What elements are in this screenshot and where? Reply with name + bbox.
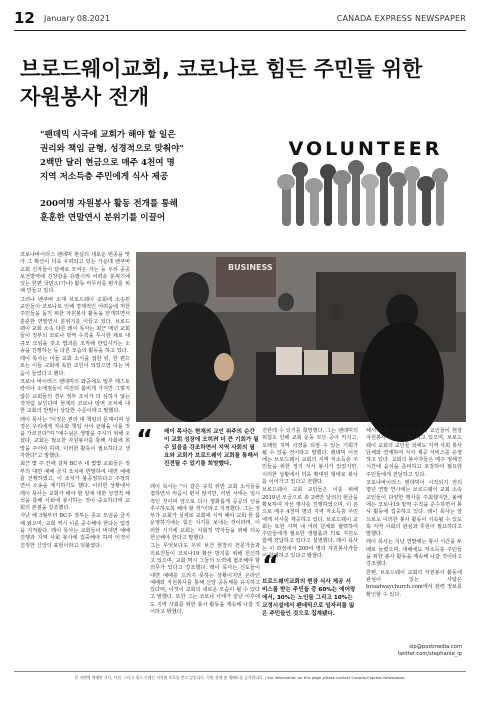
subhead-block xyxy=(40,197,240,225)
byline-email: sip@postmedia.com xyxy=(409,644,462,650)
column-1-paragraph: 최근 몇 주 간에 걸쳐 BC주 내 몇몇 교회들은 정부의 대면 예배 금지 조치에 반발하여 대면 예배를 진행하였고, 이 조치가 불공정하다고 주장하면서 소송을 제기하기도 했다. 이러한 상황에서 레이 목사는 교회가 해야 할 일에 대한 성경적 해석을 통해 사회에 봉사하는 것이 중요하다며 교회의 본질을 강조했다. xyxy=(20,461,130,512)
intro-line-2: 권리와 책임 균형, 성경적으로 맞춰야" xyxy=(40,144,184,154)
raised-hands-icon xyxy=(268,138,463,256)
article-column-3 xyxy=(262,428,358,560)
volunteer-graphic xyxy=(268,138,463,256)
column-4-paragraph: 레이 목사는 지난 연말에는 봉사 시간을 두 배로 늘렸으며, 새해에도 저소득층 주민들을 위한 봉사 활동을 계속해 나갈 것이라고 강조했다. xyxy=(366,539,462,568)
article-photo xyxy=(136,252,466,422)
publication-name: CANADA EXPRESS NEWSPAPER xyxy=(336,14,466,23)
intro-line-1: "팬데믹 시국에 교회가 해야 할 일은 xyxy=(40,130,176,140)
column-4-paragraph: 해서 교회 소속 2백여 명의 교인들이 현장 자원봉사 활동에 참여하고 있으며, 브로드웨이 교회의 교인들 외에도 지역 사회 봉사 단체와 연계하여 식사 제공 서비스를 운영하고 있다. 교회의 봉사자들은 매주 정해진 시간에 음식을 준비하고 포장하여 필요한 주민들에게 전달하고 있다. xyxy=(366,428,462,478)
byline-twitter: twitter.com/stephanie_ip xyxy=(397,651,462,657)
photo-sign-text: BUSINESS xyxy=(228,263,273,272)
column-1-paragraph: 지난 해 3월부터 BC주 정부는 종교 모임을 금지해 왔으며, 교회 역시 이를 준수해야 한다는 입장을 지켜왔다. 레이 목사는 교회들이 비대면 예배 진행과 지역 사회 봉사에 집중해야 하며 이것이 진정한 신앙의 표현이라고 덧붙였다. xyxy=(20,513,130,549)
column-1-paragraph: 레이 목사는 이들 교회 소식을 접한 뒤, 한 편으로는 이들 교회에 속한 교인이 되었으면 하는 마음이 들었다고 했다. xyxy=(20,356,130,377)
headline-line-2: 자원봉사 전개 xyxy=(20,85,150,109)
headline xyxy=(20,55,460,111)
article-column-1 xyxy=(20,252,130,632)
intro-line-3: 2백만 달러 현금으로 매주 4천여 명 xyxy=(40,158,175,168)
article-column-2 xyxy=(150,484,260,634)
column-1-paragraph: 코로나 바이러스 팬데믹의 와중에도 밀루 레스토랑이나 소매점들이 여전히 붐비게 가지만 그렇지 않은 교회들의 경우 정부 조치가 더 심하지 않는 것처럼 보인다며 현재의 코로나 방역 조치에 대한 교회의 반발이 상당한 수준이라고 말했다. xyxy=(20,379,130,415)
subhead-line-1: 200여명 자원봉사 활동 전개를 통해 xyxy=(40,199,178,209)
column-2-paragraph: 레이 목사는 "이 같은 규칙 위반 교회 소식들을 접하면서 마음이 편치 않지만, 이번 사태는 일시적인 것이며 앞으로 다시 평화롭게 공공의 선을 추구하도록 해야 할 것"이라고 지적했다. 그는 정부가 교회가 실제로 교회에 지켜 해야 교회 한 몸 운영하기에는 힘든 시기를 보내는 것이라며, 이러한 시기에 교회는 사회적 약자들을 위해 더욱 헌신해야 한다고 말했다. xyxy=(150,484,260,542)
volunteer-graphic-text: VOLUNTEER xyxy=(288,138,443,160)
page-header xyxy=(14,8,466,31)
quote-mark-1: “ xyxy=(136,425,154,455)
quote-mark-2: “ xyxy=(262,551,280,581)
column-1-paragraph: 코로나바이러스 팬데믹 현실의 새로운 변종을 맞아 그 확산이 더욱 우려되고 있는 가운데 밴쿠버 교회 신자들이 단체로 모여든 자는 등 우리 공공 보건방역에 긴장감을 유발시켜 어려운 분위기에 있는 한편 국민소(가나) 활동 마무리를 뭔가를 위해 만들고 있다. xyxy=(20,252,130,295)
headline-line-1: 브로드웨이교회, 코로나로 힘든 주민들 위한 xyxy=(20,57,423,81)
intro-line-4: 지역 저소득층 주민에게 식사 제공 xyxy=(40,172,169,182)
volunteers-photo xyxy=(136,252,466,422)
column-4-paragraph: 한편, 브로드웨이 교회의 자원봉사 활동에 관심이 있는 사람은 broadwaychurch.com에서 관련 정보를 확인할 수 있다. xyxy=(366,569,462,598)
column-3-paragraph: 진한테 수 있기를 희망했다. 그는 팬데믹의 위험도 인해 교회 운동 모든 공이 커지고, 오래된 지역 사정을 되짚 수 있는 기회가 될 수 있을 것이라고 말했다. 팬데믹 이전에는 브로드웨이 교회의 지역 저소득층 주민들을 위한 정기 식사 봉사가 있었지만, 이러한 상황에서 더욱 확대된 형태로 봉사를 이어가고 있다고 전했다. xyxy=(262,428,358,486)
page-number: 12 xyxy=(14,9,35,27)
byline xyxy=(362,644,462,658)
pull-quote-2: 브로드웨이교회의 현장 식사 제공 서비스를 받는 주민들 중 60%는 에어랑에서, 30%는 노인들 그리고 10%는 교정시설에서 팬데믹으로 일자리를 잃은 주민들인 것으로 집계됐다. xyxy=(262,579,356,617)
pull-quote-1: 레이 목사는 현재의 교인 위주의 순간이 교회 성장에 오히려 더 큰 기회가 될 수 있음을 강조하면서 지역 사회의 필요와 교회가 브로드웨이 교회를 통해서 진전될 수 있기를 희망했다. xyxy=(164,429,259,467)
subhead-line-2: 훈훈한 연말연시 분위기를 이끌어 xyxy=(40,213,166,223)
column-1-paragraph: 그러나 밴쿠버 소재 브로드웨이 교회에 소속된 교인들이 코로나로 인해 경제적인 어려움에 처한 주민들을 돕기 위한 자원봉사 활동을 전개하면서 훈훈한 연말연시 분위기를 이끌고 있다. 브로드웨이 교회 소속 다른 레이 목사는 최근 매년 교회 들이 정부의 코로나 방역 수칙을 무시한 채로 대규모 모임을 갖고 법과를 조직해 반입시키는 소송을 진행하는 등 다른 모습의 활동을 하고 있다. xyxy=(20,296,130,354)
column-1-paragraph: 레이 목사는 "이것은 권리 대 책임의 문제이며 성경은 우리에게 자유와 책임 사이 균형을 이룰 것을 가르친다"며 "예수님은 생명을 주시기 위해 오셨다, 교회는 필요한 자원봉사를 통해 사회에 희망을 주어야 하며, 이러한 활동이 필요하다고 생각한다"고 말했다. xyxy=(20,416,130,460)
intro-block xyxy=(40,128,230,184)
column-3-paragraph: 브로드웨이 교회 교인들은 이를 위해 2019년 모금으로 총 2백만 달러의 현금을 확보하여 자선 행사를 진행하였으며, 이 돈으로 매주 4천여 명의 지역 저소득층 주민에게 식사를 제공하고 있다. 브로드웨이 교회는 또한 지역 내 여러 단체와 협력하여 주민들에게 필요한 생필품과 의료 지원도 함께 전달하고 있다고 설명했다. 레이 목사는 이 과정에서 200여 명의 자원봉사자들이 함께하고 있다고 밝혔다. xyxy=(262,487,358,560)
column-2-paragraph: 그는 무엇보다도 우리 보건 현장의 전문가들과 의료진들이 코로나19 확산 방지를 위해 헌신하고 있으며, 교회 역시 그들의 노력에 협조해야 할 의무가 있다고 강조했다. 레이 목사는 신도들이 대면 예배를 드리지 못하는 상황이지만 온라인 예배와 자원봉사를 통해 신앙 공동체를 유지하고 있다며, 이것이 교회의 새로운 모습이 될 수 있다고 말했다. 또한 그는 코로나 사태가 끝난 이후에도 지역 사회를 위한 봉사 활동을 계속해 나갈 것이라고 밝혔다. xyxy=(150,543,260,616)
column-4-paragraph: 코로나바이러스 팬데믹이 시작되기 전의 평년 연말 연시에는 브로드웨이 교회 소속 교인들이 다양한 행사를 주최했지만, 올해에는 코로나19 방역 수칙을 준수하면서 봉사 활동에 집중하고 있다. 레이 목사는 앞으로도 이러한 봉사 활동이 지속될 수 있도록 지역 사회의 관심과 후원이 필요하다고 말했다. xyxy=(366,480,462,538)
article-column-4 xyxy=(366,428,462,638)
page-footer: 본 지면에 게재된 기사, 사진, 그리고 광고 등에는 저작권 보호를 받고 있습니다. 무단 전재 및 재배포를 금지합니다. / For information on this page please contact Canada Express Newspaper. xyxy=(14,671,466,680)
issue-date: January 08.2021 xyxy=(44,14,110,23)
